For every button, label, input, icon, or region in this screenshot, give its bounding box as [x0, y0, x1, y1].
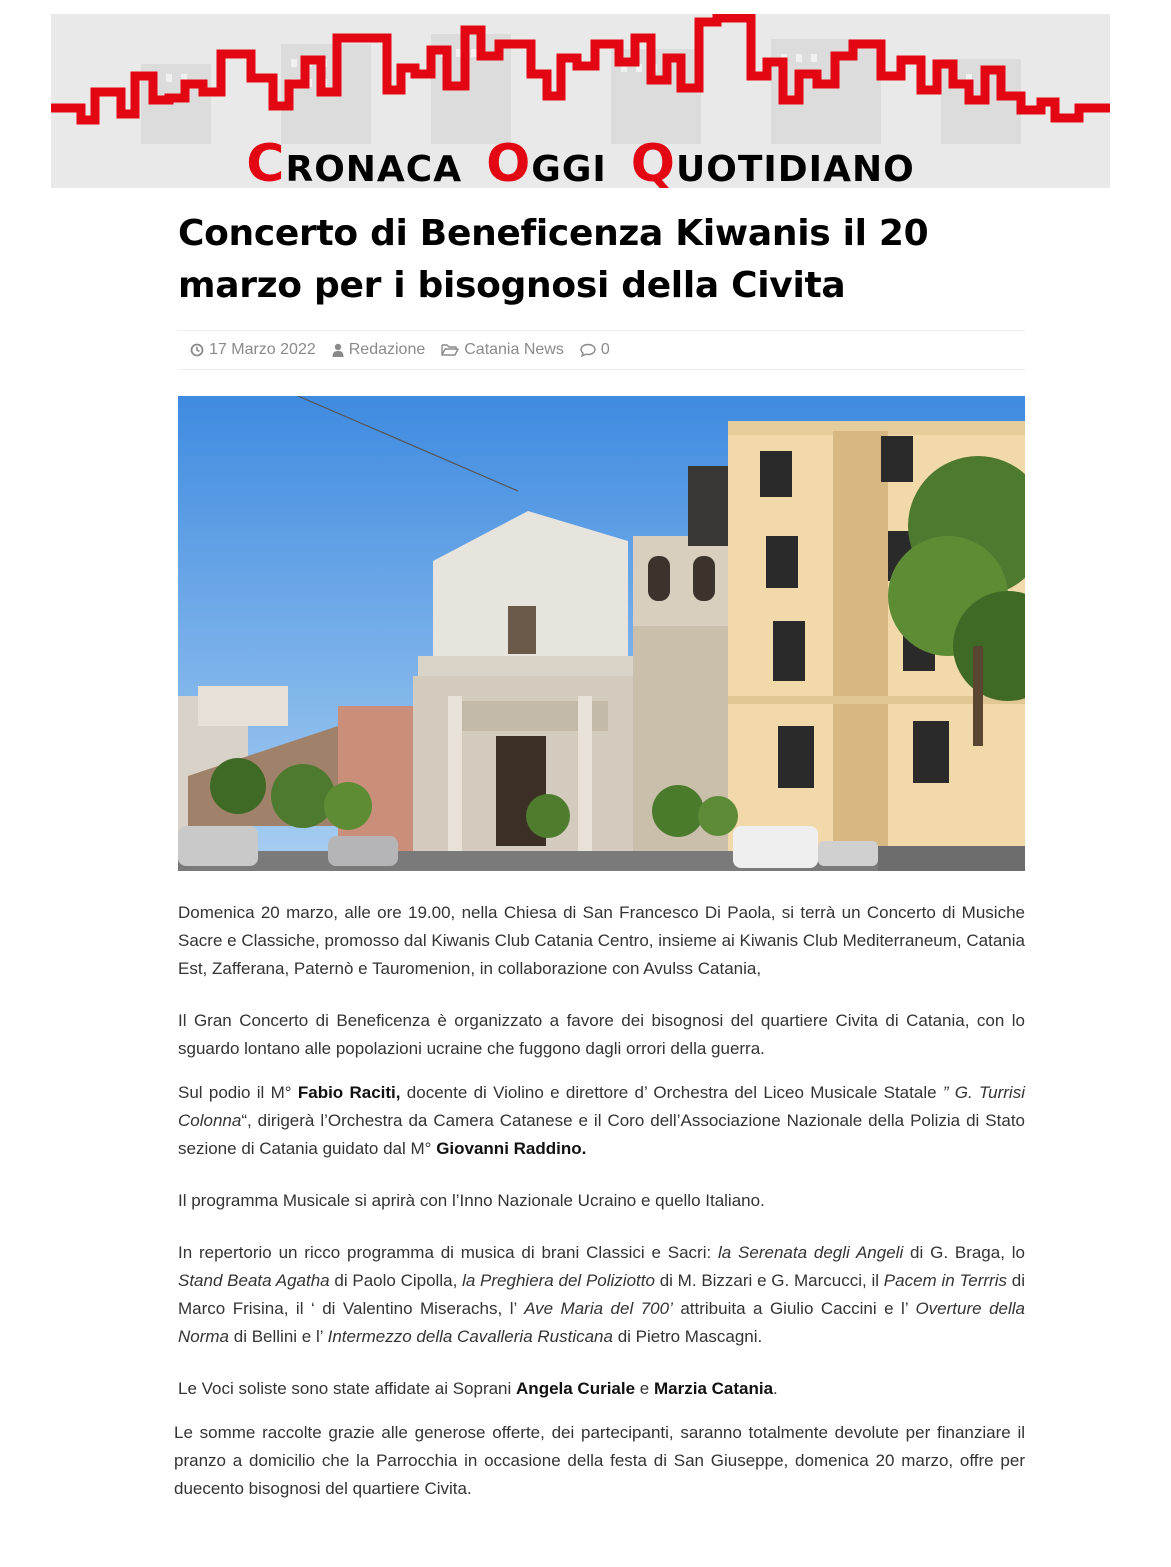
paragraph-1: Domenica 20 marzo, alle ore 19.00, nella Chiesa di San Francesco Di Paola, si terrà un Concerto di Musiche Sacre e Classiche, promosso dal Kiwanis Club Catania Centro, insieme ai Kiwanis Club Mediterraneum, Catania Est, Zafferana, Paternò e Tauromenion, in collaborazione con Avulss Catania,	[178, 903, 1025, 978]
article-body	[174, 899, 1025, 1503]
meta-comments[interactable]: 0	[580, 341, 610, 359]
site-logo-text	[51, 134, 1110, 188]
clock-icon	[190, 343, 204, 357]
paragraph-5: In repertorio un ricco programma di musica di brani Classici e Sacri: la Serenata degli Angeli di G. Braga, lo Stand Beata Agatha di Paolo Cipolla, la Preghiera del Poliziotto di M. Bizzari e G. Marcucci, il Pacem in Terrris di Marco Frisina, il ‘ di Valentino Miserachs, l’ Ave Maria del 700’ attribuita a Giulio Caccini e l’ Overture della Norma di Bellini e l’ Intermezzo della Cavalleria Rusticana di Pietro Mascagni.	[178, 1243, 1025, 1346]
article-featured-image	[178, 396, 1025, 871]
skyline-logo-graphic	[51, 14, 1110, 144]
soprano-1-name: Angela Curiale	[516, 1379, 636, 1398]
conductor-name: Fabio Raciti,	[297, 1083, 401, 1102]
meta-author[interactable]: Redazione	[332, 341, 426, 359]
paragraph-7: Le somme raccolte grazie alle generose offerte, dei partecipanti, saranno totalmente devolute per finanziare il pranzo a domicilio che la Parrocchia in occasione della festa di San Giuseppe, domenica 20 marzo, offre per duecento bisognosi del quartiere Civita.	[174, 1423, 1025, 1498]
article	[174, 208, 1025, 1527]
article-title: Concerto di Beneficenza Kiwanis il 20 marzo per i bisognosi della Civita	[178, 213, 929, 306]
comment-icon	[580, 343, 596, 357]
logo-word-3: QUOTIDIANO	[630, 134, 915, 188]
article-meta	[178, 330, 1025, 370]
user-icon	[332, 343, 344, 357]
soprano-2-name: Marzia Catania	[653, 1379, 774, 1398]
paragraph-3: Sul podio il M° Fabio Raciti, docente di Violino e direttore d’ Orchestra del Liceo Musicale Statale ” G. Turrisi Colonna“, dirigerà l’Orchestra da Camera Catanese e il Coro dell’Associazione Nazionale della Polizia di Stato sezione di Catania guidato dal M° Giovanni Raddino.	[178, 1083, 1025, 1158]
paragraph-2: Il Gran Concerto di Beneficenza è organizzato a favore dei bisognosi del quartiere Civita di Catania, con lo sguardo lontano alle popolazioni ucraine che fuggono dagli orrori della guerra.	[178, 1011, 1025, 1058]
logo-word-1: CRONACA	[246, 134, 463, 188]
paragraph-6: Le Voci soliste sono state affidate ai Soprani Angela Curiale e Marzia Catania.	[178, 1379, 778, 1398]
paragraph-4: Il programma Musicale si aprirà con l’Inno Nazionale Ucraino e quello Italiano.	[178, 1191, 765, 1210]
folder-icon	[441, 343, 459, 357]
choir-director-name: Giovanni Raddino.	[436, 1139, 587, 1158]
logo-word-2: OGGI	[486, 134, 607, 188]
site-logo-banner[interactable]	[51, 14, 1110, 188]
meta-date: 17 Marzo 2022	[190, 341, 316, 359]
meta-category[interactable]: Catania News	[441, 341, 564, 359]
